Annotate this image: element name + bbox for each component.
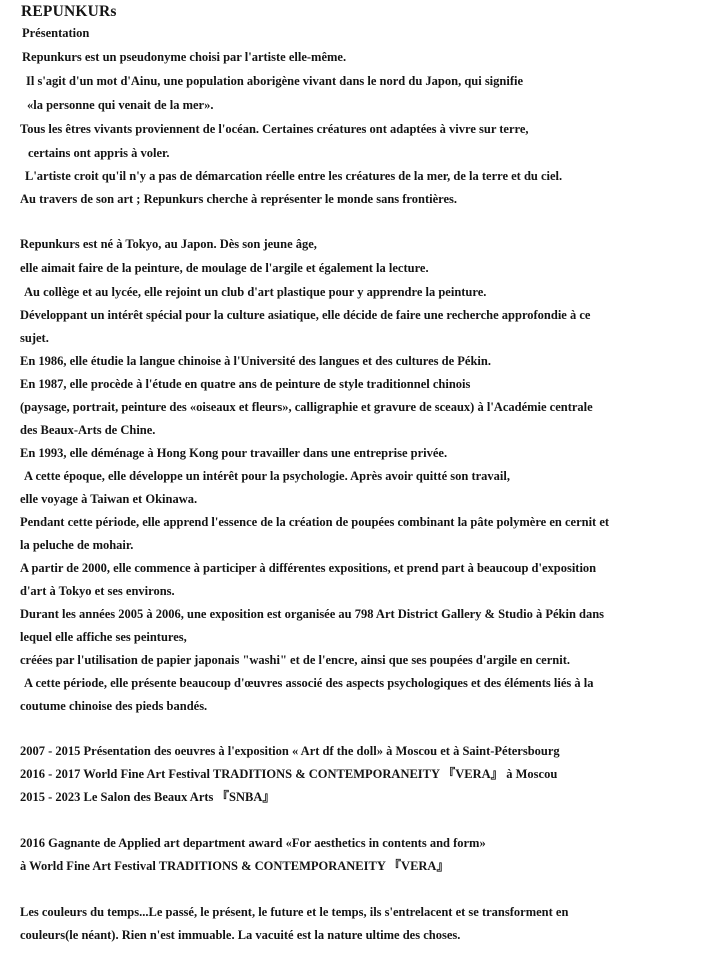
text-line: elle aimait faire de la peinture, de moulage de l'argile et également la lecture. [20, 261, 429, 275]
text-line: elle voyage à Taiwan et Okinawa. [20, 492, 198, 506]
text-line: A cette époque, elle développe un intérêt pour la psychologie. Après avoir quitté son travail, [24, 469, 510, 483]
award-entry: à World Fine Art Festival TRADITIONS & CONTEMPORANEITY 『VERA』 [20, 859, 449, 873]
text-line: la peluche de mohair. [20, 538, 134, 552]
text-line: Durant les années 2005 à 2006, une exposition est organisée au 798 Art District Gallery & Studio à Pékin dans [20, 607, 605, 621]
text-line: d'art à Tokyo et ses environs. [20, 584, 175, 598]
text-line: Repunkurs est né à Tokyo, au Japon. Dès son jeune âge, [20, 237, 317, 251]
text-line: certains ont appris à voler. [28, 146, 170, 160]
text-line: Développant un intérêt spécial pour la culture asiatique, elle décide de faire une recherche approfondie à ce [20, 308, 591, 322]
exhibition-entry: 2016 - 2017 World Fine Art Festival TRADITIONS & CONTEMPORANEITY 『VERA』 à Moscou [20, 767, 558, 781]
text-line: Au travers de son art ; Repunkurs cherche à représenter le monde sans frontières. [20, 192, 457, 206]
text-line: Repunkurs est un pseudonyme choisi par l'artiste elle-même. [22, 50, 347, 64]
award-entry: 2016 Gagnante de Applied art department award «For aesthetics in contents and form» [20, 836, 486, 850]
closing-text-line: Les couleurs du temps...Le passé, le présent, le future et le temps, ils s'entrelacent et se transforment en [20, 905, 569, 919]
section-heading-presentation: Présentation [22, 26, 90, 40]
text-line: L'artiste croit qu'il n'y a pas de démarcation réelle entre les créatures de la mer, de la terre et du ciel. [25, 169, 563, 183]
closing-text-line: couleurs(le néant). Rien n'est immuable. La vacuité est la nature ultime des choses. [20, 928, 461, 942]
text-line: A partir de 2000, elle commence à participer à différentes expositions, et prend part à beaucoup d'exposition [20, 561, 597, 575]
text-line: En 1993, elle déménage à Hong Kong pour travailler dans une entreprise privée. [20, 446, 448, 460]
text-line: Pendant cette période, elle apprend l'essence de la création de poupées combinant la pâte polymère en cernit et [20, 515, 610, 529]
text-line: A cette période, elle présente beaucoup d'œuvres associé des aspects psychologiques et des éléments liés à la [24, 676, 594, 690]
exhibition-entry: 2007 - 2015 Présentation des oeuvres à l'exposition « Art df the doll» à Moscou et à Saint-Pétersbourg [20, 744, 560, 758]
text-line: lequel elle affiche ses peintures, [20, 630, 187, 644]
exhibition-entry: 2015 - 2023 Le Salon des Beaux Arts 『SNBA』 [20, 790, 275, 804]
text-line: «la personne qui venait de la mer». [27, 98, 214, 112]
text-line: des Beaux-Arts de Chine. [20, 423, 156, 437]
text-line: Au collège et au lycée, elle rejoint un club d'art plastique pour y apprendre la peinture. [24, 285, 487, 299]
text-line: Il s'agit d'un mot d'Ainu, une population aborigène vivant dans le nord du Japon, qui signifie [26, 74, 524, 88]
text-line: coutume chinoise des pieds bandés. [20, 699, 208, 713]
document-title: REPUNKURs [21, 3, 117, 20]
text-line: créées par l'utilisation de papier japonais "washi" et de l'encre, ainsi que ses poupées d'argile en cernit. [20, 653, 570, 667]
text-line: En 1987, elle procède à l'étude en quatre ans de peinture de style traditionnel chinois [20, 377, 471, 391]
text-line: (paysage, portrait, peinture des «oiseaux et fleurs», calligraphie et gravure de sceaux) à l'Académie centrale [20, 400, 593, 414]
text-line: sujet. [20, 331, 49, 345]
text-line: Tous les êtres vivants proviennent de l'océan. Certaines créatures ont adaptées à vivre sur terre, [20, 122, 529, 136]
text-line: En 1986, elle étudie la langue chinoise à l'Université des langues et des cultures de Pékin. [20, 354, 491, 368]
